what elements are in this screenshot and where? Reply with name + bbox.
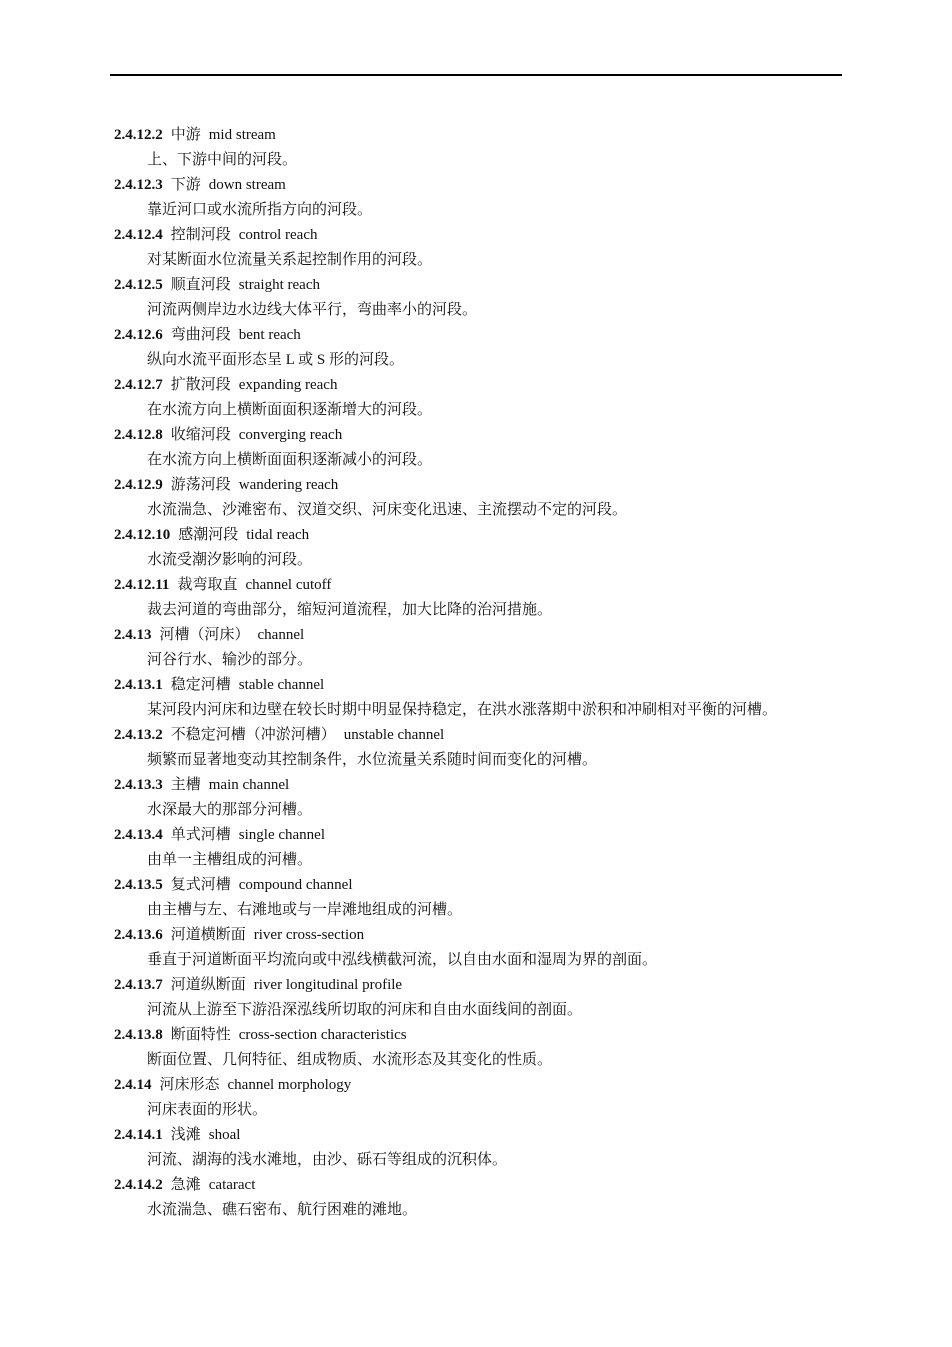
term-line — [114, 523, 852, 548]
term-chinese: 中游 — [170, 127, 201, 143]
term-english: channel — [257, 627, 305, 643]
glossary-entry — [114, 223, 852, 273]
term-definition: 河流从上游至下游沿深泓线所切取的河床和自由水面线间的剖面。 — [147, 1002, 583, 1018]
term-line — [114, 573, 852, 598]
term-chinese: 急滩 — [170, 1177, 201, 1193]
term-english: tidal reach — [246, 527, 310, 543]
term-chinese: 收缩河段 — [170, 427, 231, 443]
glossary-entry — [114, 473, 852, 523]
term-english: converging reach — [238, 427, 343, 443]
glossary-entry — [114, 623, 852, 673]
term-english: mid stream — [208, 127, 276, 143]
term-line — [114, 923, 852, 948]
term-chinese: 单式河槽 — [170, 827, 231, 843]
term-english: compound channel — [238, 877, 353, 893]
term-definition: 河流、湖海的浅水滩地，由沙、砾石等组成的沉积体。 — [147, 1152, 508, 1168]
term-number: 2.4.13.5 — [114, 877, 163, 893]
term-english: cataract — [208, 1177, 256, 1193]
term-number: 2.4.13 — [114, 627, 152, 643]
term-line — [114, 123, 852, 148]
term-definition: 水流湍急、礁石密布、航行困难的滩地。 — [147, 1202, 418, 1218]
term-line — [114, 823, 852, 848]
term-line — [114, 973, 852, 998]
term-english: single channel — [238, 827, 325, 843]
header-rule — [110, 74, 842, 76]
term-line — [114, 373, 852, 398]
term-definition: 河床表面的形状。 — [147, 1102, 268, 1118]
term-chinese: 感潮河段 — [178, 527, 239, 543]
term-definition: 垂直于河道断面平均流向或中泓线横截河流，以自由水面和湿周为界的剖面。 — [147, 952, 658, 968]
term-definition: 河流两侧岸边水边线大体平行，弯曲率小的河段。 — [147, 302, 478, 318]
term-number: 2.4.12.3 — [114, 177, 163, 193]
term-english: stable channel — [238, 677, 325, 693]
term-number: 2.4.12.5 — [114, 277, 163, 293]
term-line — [114, 423, 852, 448]
term-line — [114, 623, 852, 648]
term-definition: 水深最大的那部分河槽。 — [147, 802, 313, 818]
term-chinese: 断面特性 — [170, 1027, 231, 1043]
glossary-entry — [114, 273, 852, 323]
term-line — [114, 473, 852, 498]
term-english: expanding reach — [238, 377, 338, 393]
term-definition: 由单一主槽组成的河槽。 — [147, 852, 313, 868]
term-number: 2.4.14.1 — [114, 1127, 163, 1143]
term-english: river longitudinal profile — [253, 977, 403, 993]
term-number: 2.4.12.8 — [114, 427, 163, 443]
term-definition: 水流湍急、沙滩密布、汊道交织、河床变化迅速、主流摆动不定的河段。 — [147, 502, 628, 518]
glossary-entry — [114, 123, 852, 173]
term-definition: 由主槽与左、右滩地或与一岸滩地组成的河槽。 — [147, 902, 463, 918]
glossary-entry — [114, 373, 852, 423]
term-definition: 水流受潮汐影响的河段。 — [147, 552, 313, 568]
term-english: wandering reach — [238, 477, 339, 493]
glossary-entry — [114, 773, 852, 823]
term-chinese: 顺直河段 — [170, 277, 231, 293]
term-chinese: 游荡河段 — [170, 477, 231, 493]
term-definition: 断面位置、几何特征、组成物质、水流形态及其变化的性质。 — [147, 1052, 553, 1068]
term-number: 2.4.13.4 — [114, 827, 163, 843]
glossary-entry — [114, 1073, 852, 1123]
term-number: 2.4.13.6 — [114, 927, 163, 943]
term-definition: 对某断面水位流量关系起控制作用的河段。 — [147, 252, 433, 268]
glossary-entry — [114, 673, 852, 723]
term-line — [114, 323, 852, 348]
term-chinese: 不稳定河槽（冲淤河槽） — [170, 727, 336, 743]
glossary-entry — [114, 523, 852, 573]
term-chinese: 扩散河段 — [170, 377, 231, 393]
term-line — [114, 173, 852, 198]
term-english: bent reach — [238, 327, 301, 343]
glossary-entry — [114, 323, 852, 373]
term-number: 2.4.13.7 — [114, 977, 163, 993]
term-number: 2.4.13.2 — [114, 727, 163, 743]
term-definition: 裁去河道的弯曲部分，缩短河道流程，加大比降的治河措施。 — [147, 602, 553, 618]
term-chinese: 主槽 — [170, 777, 201, 793]
term-line — [114, 273, 852, 298]
term-chinese: 控制河段 — [170, 227, 231, 243]
term-number: 2.4.14 — [114, 1077, 152, 1093]
term-english: down stream — [208, 177, 286, 193]
glossary-entry — [114, 923, 852, 973]
term-number: 2.4.12.10 — [114, 527, 171, 543]
term-english: main channel — [208, 777, 290, 793]
glossary-entry — [114, 573, 852, 623]
glossary-entry — [114, 423, 852, 473]
term-english: unstable channel — [343, 727, 445, 743]
term-number: 2.4.13.8 — [114, 1027, 163, 1043]
term-english: control reach — [238, 227, 318, 243]
term-english: channel cutoff — [245, 577, 332, 593]
term-number: 2.4.12.11 — [114, 577, 170, 593]
term-definition: 河谷行水、输沙的部分。 — [147, 652, 313, 668]
glossary-entry — [114, 173, 852, 223]
term-chinese: 河槽（河床） — [159, 627, 250, 643]
term-line — [114, 1123, 852, 1148]
term-number: 2.4.12.9 — [114, 477, 163, 493]
term-definition: 在水流方向上横断面面积逐渐减小的河段。 — [147, 452, 433, 468]
term-chinese: 稳定河槽 — [170, 677, 231, 693]
glossary-entry — [114, 1123, 852, 1173]
term-definition: 纵向水流平面形态呈 L 或 S 形的河段。 — [147, 352, 404, 368]
term-english: river cross-section — [253, 927, 365, 943]
term-chinese: 浅滩 — [170, 1127, 201, 1143]
term-english: channel morphology — [227, 1077, 352, 1093]
term-number: 2.4.12.6 — [114, 327, 163, 343]
term-definition: 上、下游中间的河段。 — [147, 152, 298, 168]
term-number: 2.4.12.7 — [114, 377, 163, 393]
term-line — [114, 223, 852, 248]
term-chinese: 裁弯取直 — [177, 577, 238, 593]
term-line — [114, 723, 852, 748]
term-definition: 靠近河口或水流所指方向的河段。 — [147, 202, 373, 218]
term-number: 2.4.13.1 — [114, 677, 163, 693]
glossary-entry — [114, 823, 852, 873]
term-line — [114, 673, 852, 698]
term-line — [114, 773, 852, 798]
term-number: 2.4.12.2 — [114, 127, 163, 143]
term-chinese: 河道纵断面 — [170, 977, 246, 993]
term-definition: 在水流方向上横断面面积逐渐增大的河段。 — [147, 402, 433, 418]
term-definition: 某河段内河床和边壁在较长时期中明显保持稳定，在洪水涨落期中淤积和冲刷相对平衡的河槽。 — [147, 702, 778, 718]
glossary-entry — [114, 1173, 852, 1223]
glossary-entry — [114, 1023, 852, 1073]
term-english: straight reach — [238, 277, 320, 293]
term-line — [114, 1173, 852, 1198]
term-definition: 频繁而显著地变动其控制条件，水位流量关系随时间而变化的河槽。 — [147, 752, 598, 768]
term-line — [114, 1073, 852, 1098]
glossary-body — [114, 123, 852, 1223]
term-number: 2.4.14.2 — [114, 1177, 163, 1193]
term-english: cross-section characteristics — [238, 1027, 407, 1043]
glossary-entry — [114, 873, 852, 923]
term-line — [114, 1023, 852, 1048]
term-english: shoal — [208, 1127, 241, 1143]
term-chinese: 河床形态 — [159, 1077, 220, 1093]
term-number: 2.4.12.4 — [114, 227, 163, 243]
term-chinese: 弯曲河段 — [170, 327, 231, 343]
term-chinese: 河道横断面 — [170, 927, 246, 943]
glossary-entry — [114, 723, 852, 773]
term-line — [114, 873, 852, 898]
term-chinese: 复式河槽 — [170, 877, 231, 893]
term-chinese: 下游 — [170, 177, 201, 193]
term-number: 2.4.13.3 — [114, 777, 163, 793]
glossary-entry — [114, 973, 852, 1023]
